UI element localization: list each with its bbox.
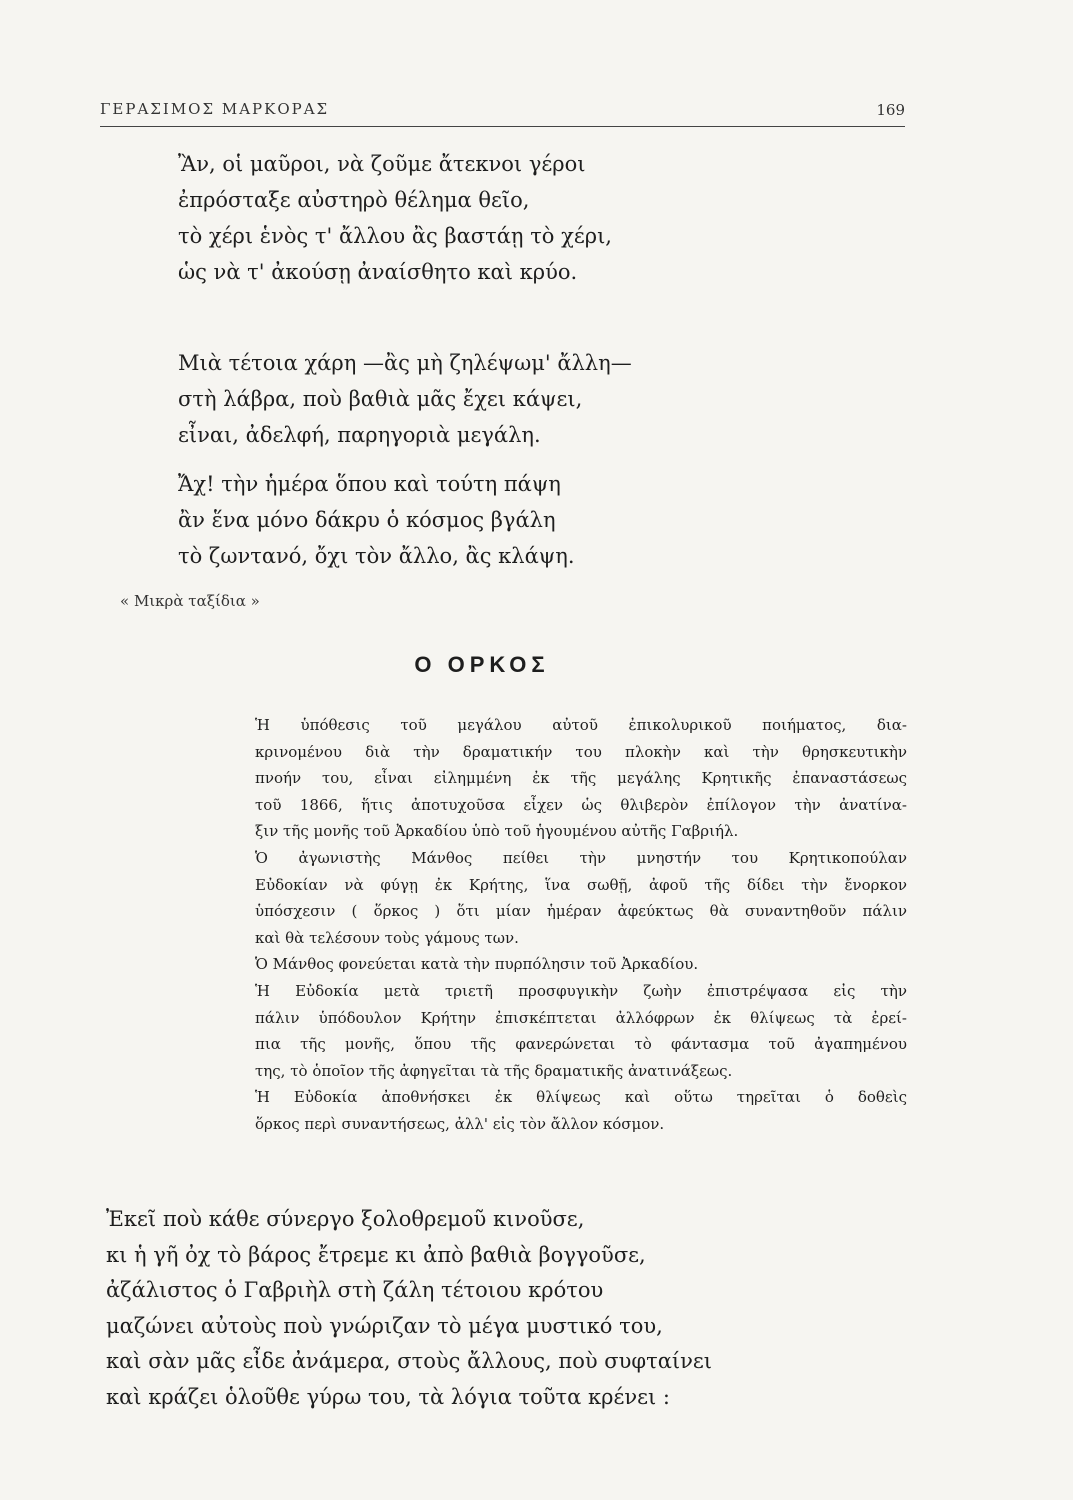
running-head: ΓΕΡΑΣΙΜΟΣ ΜΑΡΚΟΡΑΣ xyxy=(100,100,330,118)
verse-line: εἶναι, ἀδελφή, παρηγοριὰ μεγάλη. xyxy=(178,423,541,447)
final-verse xyxy=(106,1202,712,1415)
verse-line: Ἄχ! τὴν ἡμέρα ὅπου καὶ τούτη πάψη xyxy=(178,472,561,496)
summary-line: ὑπόσχεσιν ( ὅρκος ) ὅτι μίαν ἡμέραν ἀφεύκτως θὰ συναντηθοῦν πάλιν xyxy=(255,902,907,921)
summary-line: καὶ θὰ τελέσουν τοὺς γάμους των. xyxy=(255,928,519,947)
summary-line: Ἡ Εὐδοκία ἀποθνήσκει ἐκ θλίψεως καὶ οὕτω τηρεῖται ὁ δοθεὶς xyxy=(255,1088,907,1107)
verse-line: Μιὰ τέτοια χάρη —ἂς μὴ ζηλέψωμ' ἄλλη— xyxy=(178,351,632,375)
header-rule xyxy=(100,126,905,127)
stanza-1 xyxy=(178,146,612,290)
summary-line: Εὐδοκίαν νὰ φύγῃ ἐκ Κρήτης, ἵνα σωθῇ, ἀφοῦ τῆς δίδει τὴν ἔνορκον xyxy=(255,875,907,894)
summary-line: τοῦ 1866, ἥτις ἀποτυχοῦσα εἶχεν ὡς θλιβερὸν ἐπίλογον τὴν ἀνατίνα- xyxy=(255,795,907,814)
verse-line: τὸ ζωντανό, ὄχι τὸν ἄλλο, ἂς κλάψη. xyxy=(178,544,575,568)
verse-line: Ἂν, οἱ μαῦροι, νὰ ζοῦμε ἄτεκνοι γέροι xyxy=(178,152,586,176)
poem-summary xyxy=(255,712,907,1138)
summary-line: πια τῆς μονῆς, ὅπου τῆς φανερώνεται τὸ φάντασμα τοῦ ἀγαπημένου xyxy=(255,1035,907,1054)
verse-line: τὸ χέρι ἑνὸς τ' ἄλλου ἂς βαστάῃ τὸ χέρι, xyxy=(178,224,612,248)
verse-line: στὴ λάβρα, ποὺ βαθιὰ μᾶς ἔχει κάψει, xyxy=(178,387,583,411)
verse-line: Ἐκεῖ ποὺ κάθε σύνεργο ξολοθρεμοῦ κινοῦσε, xyxy=(106,1207,585,1231)
verse-line: ἐπρόσταξε αὐστηρὸ θέλημα θεῖο, xyxy=(178,188,530,212)
page-number: 169 xyxy=(876,101,905,119)
verse-line: καὶ σὰν μᾶς εἶδε ἀνάμερα, στοὺς ἄλλους, ποὺ συφταίνει xyxy=(106,1349,713,1373)
verse-line: καὶ κράζει ὁλοῦθε γύρω του, τὰ λόγια τοῦτα κρένει : xyxy=(106,1384,670,1409)
stanza-2 xyxy=(178,345,632,453)
summary-line: πάλιν ὑπόδουλον Κρήτην ἐπισκέπτεται ἀλλόφρων ἐκ θλίψεως τὰ ἐρεί- xyxy=(255,1008,907,1027)
summary-line: της, τὸ ὁποῖον τῆς ἀφηγεῖται τὰ τῆς δραματικῆς ἀνατινάξεως. xyxy=(255,1061,733,1080)
verse-line: κι ἡ γῆ ὀχ τὸ βάρος ἔτρεμε κι ἀπὸ βαθιὰ βογγοῦσε, xyxy=(106,1242,646,1267)
summary-line: ξιν τῆς μονῆς τοῦ Ἀρκαδίου ὑπὸ τοῦ ἡγουμένου αὐτῆς Γαβριήλ. xyxy=(255,822,739,841)
verse-line: μαζώνει αὐτοὺς ποὺ γνώριζαν τὸ μέγα μυστικό του, xyxy=(106,1313,663,1338)
summary-line: πνοήν του, εἶναι εἰλημμένη ἐκ τῆς μεγάλης Κρητικῆς ἐπαναστάσεως xyxy=(255,769,907,788)
summary-line: Ὁ ἀγωνιστὴς Μάνθος πείθει τὴν μνηστήν του Κρητικοπούλαν xyxy=(255,848,907,867)
verse-line: ἀζάλιστος ὁ Γαβριὴλ στὴ ζάλη τέτοιου κρότου xyxy=(106,1278,604,1302)
summary-line: ὅρκος περὶ συναντήσεως, ἀλλ' εἰς τὸν ἄλλον κόσμον. xyxy=(255,1114,665,1133)
summary-line: Ὁ Μάνθος φονεύεται κατὰ τὴν πυρπόλησιν τοῦ Ἀρκαδίου. xyxy=(255,955,699,974)
stanza-3 xyxy=(178,466,575,574)
summary-line: Ἡ Εὐδοκία μετὰ τριετῆ προσφυγικὴν ζωὴν ἐπιστρέψασα εἰς τὴν xyxy=(255,981,907,1000)
verse-line: ἂν ἕνα μόνο δάκρυ ὁ κόσμος βγάλη xyxy=(178,508,556,532)
verse-line: ὡς νὰ τ' ἀκούσῃ ἀναίσθητο καὶ κρύο. xyxy=(178,260,578,284)
summary-line: Ἡ ὑπόθεσις τοῦ μεγάλου αὐτοῦ ἐπικολυρικοῦ ποιήματος, δια- xyxy=(255,716,907,734)
summary-line: κρινομένου διὰ τὴν δραματικήν του πλοκὴν καὶ τὴν θρησκευτικὴν xyxy=(255,742,907,761)
source-caption: « Μικρὰ ταξίδια » xyxy=(120,592,260,610)
poem-title: Ο ΟΡΚΟΣ xyxy=(414,652,550,677)
